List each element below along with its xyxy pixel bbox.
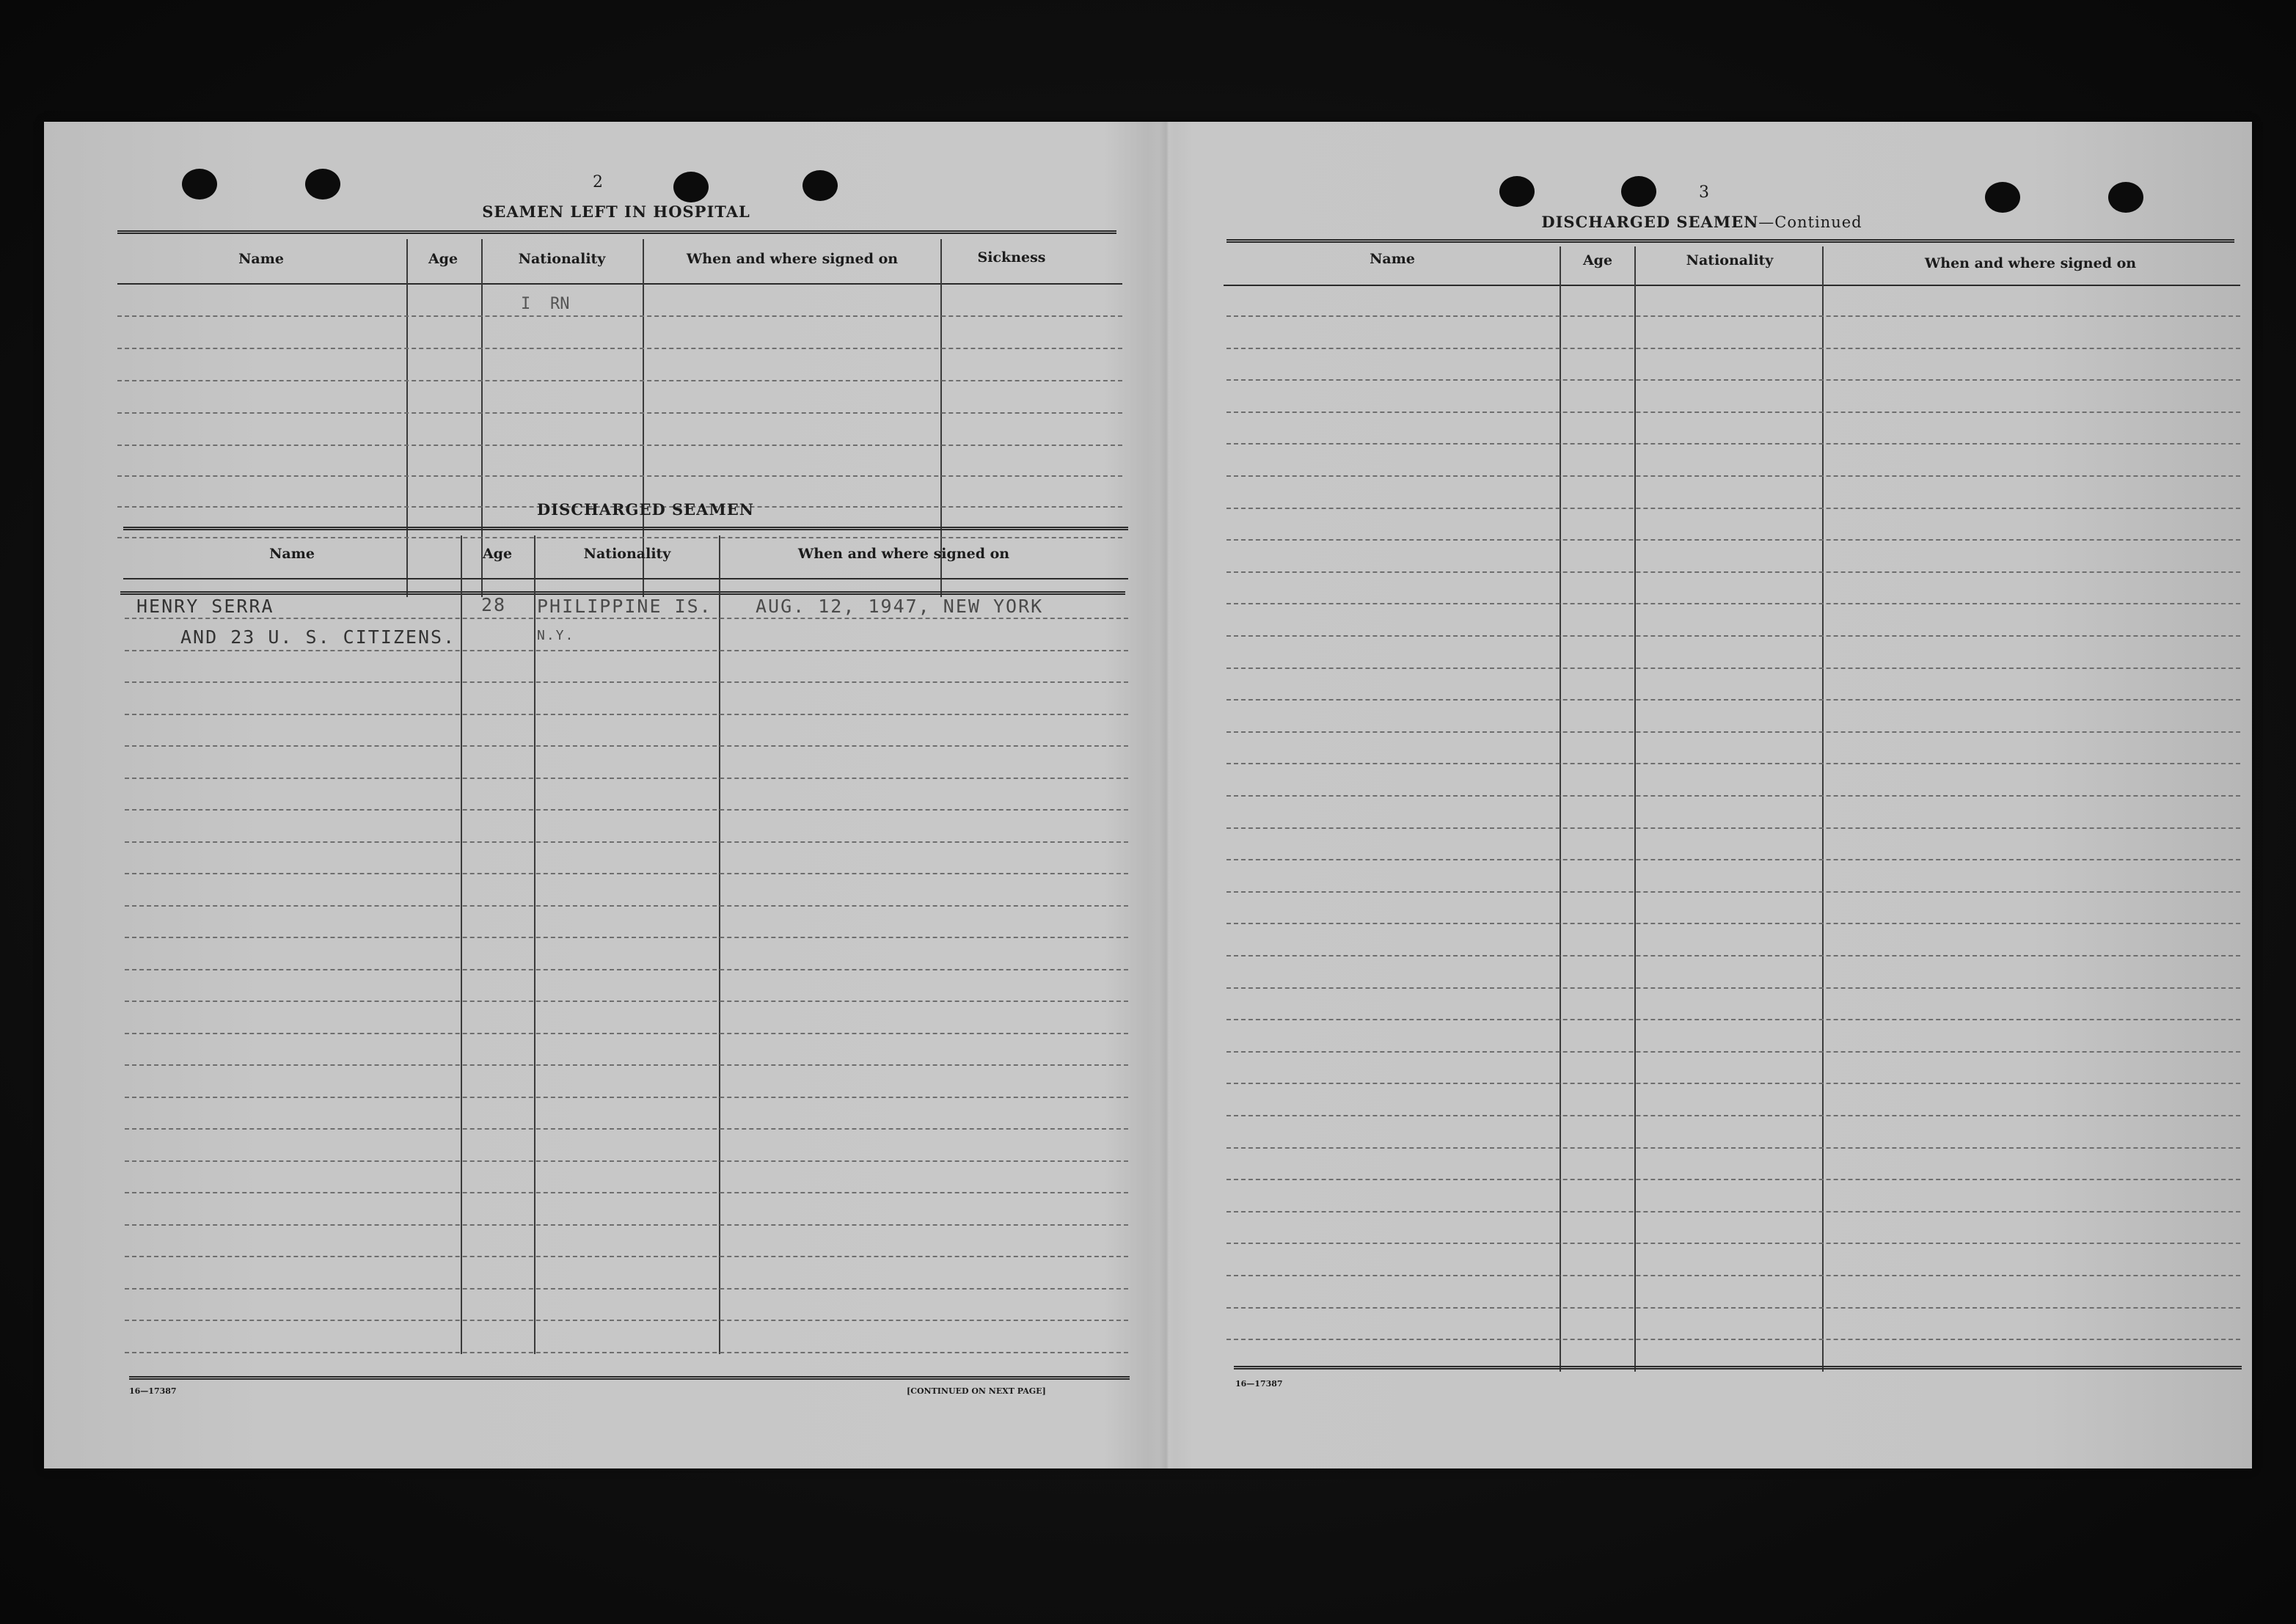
punch-hole xyxy=(305,169,340,200)
right-title-suffix: —Continued xyxy=(1758,213,1862,231)
table-row-line xyxy=(1226,923,2240,924)
hospital-row-line xyxy=(117,412,1122,414)
table-row-line xyxy=(1226,955,2240,957)
hospital-col-sickness: Sickness xyxy=(977,249,1046,266)
table-row-line xyxy=(125,937,1128,938)
table-row-line xyxy=(1226,1211,2240,1212)
table-row-line xyxy=(1226,1051,2240,1053)
table-row-line xyxy=(125,618,1128,619)
hospital-table-bottom-rule xyxy=(120,591,1125,595)
table-row-line xyxy=(125,873,1128,874)
entry-age: 28 xyxy=(481,594,507,615)
discharged-header-rule xyxy=(123,578,1128,579)
table-row-line xyxy=(125,681,1128,683)
hospital-row-line xyxy=(117,445,1122,446)
table-row-line xyxy=(125,969,1128,970)
right-table-bottom-rule xyxy=(1234,1366,2242,1369)
table-row-line xyxy=(1226,1275,2240,1276)
table-row-line xyxy=(1226,667,2240,669)
hospital-header-rule xyxy=(117,283,1122,285)
form-number-left: 16—17387 xyxy=(129,1386,177,1396)
entry-signed-on: AUG. 12, 1947, NEW YORK xyxy=(756,596,1044,617)
table-row-line xyxy=(1226,348,2240,349)
table-row-line xyxy=(1226,412,2240,413)
hospital-row-line xyxy=(117,537,1122,538)
right-section-title xyxy=(1511,213,1893,231)
table-row-line xyxy=(125,1320,1128,1321)
table-row-line xyxy=(125,841,1128,843)
entry-nationality: PHILIPPINE IS. xyxy=(537,596,712,617)
hospital-section-title: SEAMEN LEFT IN HOSPITAL xyxy=(482,202,750,221)
table-row-line xyxy=(1226,443,2240,445)
hospital-row-line xyxy=(117,380,1122,381)
right-col-divider xyxy=(1822,246,1824,1372)
table-row-line xyxy=(1226,1083,2240,1084)
table-row-line xyxy=(1226,859,2240,860)
table-row-line xyxy=(1226,539,2240,541)
table-row-line xyxy=(125,1128,1128,1130)
discharged-col-signed-on: When and where signed on xyxy=(797,546,1010,562)
table-row-line xyxy=(125,1224,1128,1226)
punch-hole xyxy=(673,172,709,202)
table-row-line xyxy=(125,650,1128,651)
right-header-rule xyxy=(1224,285,2240,286)
table-row-line xyxy=(125,1097,1128,1098)
discharged-col-nationality: Nationality xyxy=(583,546,671,562)
table-row-line xyxy=(1226,1115,2240,1116)
punch-hole xyxy=(1499,176,1535,207)
table-row-line xyxy=(1226,571,2240,573)
punch-hole xyxy=(1985,182,2020,213)
discharged-col-divider xyxy=(534,535,535,1354)
hospital-col-name: Name xyxy=(238,251,284,267)
table-row-line xyxy=(125,809,1128,811)
hospital-row-line xyxy=(117,315,1122,317)
punch-hole xyxy=(1621,176,1656,207)
table-row-line xyxy=(1226,699,2240,701)
table-row-line xyxy=(125,778,1128,779)
table-row-line xyxy=(125,714,1128,715)
entry-note-suffix: N.Y. xyxy=(537,628,575,643)
table-row-line xyxy=(125,905,1128,907)
hospital-col-divider xyxy=(643,239,644,597)
table-row-line xyxy=(1226,1147,2240,1149)
table-row-line xyxy=(125,1352,1128,1353)
table-row-line xyxy=(1226,795,2240,797)
punch-hole xyxy=(802,170,838,201)
right-title-main: DISCHARGED SEAMEN xyxy=(1541,213,1759,231)
hospital-mark: I xyxy=(521,295,531,313)
punch-hole xyxy=(2108,182,2143,213)
entry-name: HENRY SERRA xyxy=(136,596,274,617)
table-row-line xyxy=(1226,315,2240,317)
table-row-line xyxy=(1226,379,2240,381)
hospital-col-age: Age xyxy=(428,251,458,267)
table-row-line xyxy=(1226,1019,2240,1020)
right-col-nationality: Nationality xyxy=(1686,252,1774,268)
table-row-line xyxy=(1226,1243,2240,1244)
page-number-right: 3 xyxy=(1699,183,1709,202)
form-number-right: 16—17387 xyxy=(1235,1379,1283,1389)
table-row-line xyxy=(125,1160,1128,1162)
right-col-name: Name xyxy=(1370,251,1415,267)
hospital-col-divider xyxy=(940,239,942,597)
table-row-line xyxy=(125,1256,1128,1257)
hospital-table-top-rule xyxy=(117,230,1116,234)
continued-note: [CONTINUED ON NEXT PAGE] xyxy=(907,1386,1046,1396)
right-col-divider xyxy=(1560,246,1561,1372)
discharged-table-bottom-rule xyxy=(129,1376,1130,1380)
table-row-line xyxy=(1226,1307,2240,1309)
hospital-row-line xyxy=(117,348,1122,349)
table-row-line xyxy=(125,1064,1128,1066)
table-row-line xyxy=(1226,1179,2240,1180)
table-row-line xyxy=(125,745,1128,747)
table-row-line xyxy=(1226,763,2240,764)
table-row-line xyxy=(1226,508,2240,509)
hospital-col-divider xyxy=(481,239,483,597)
table-row-line xyxy=(1226,891,2240,893)
hospital-col-divider xyxy=(406,239,408,597)
entry-note: AND 23 U. S. CITIZENS. xyxy=(180,626,456,648)
form-sheet xyxy=(44,122,2252,1468)
table-row-line xyxy=(1226,731,2240,733)
right-col-divider xyxy=(1634,246,1636,1372)
table-row-line xyxy=(125,1033,1128,1034)
hospital-row-line xyxy=(117,475,1122,477)
hospital-col-signed-on: When and where signed on xyxy=(686,251,899,267)
discharged-col-divider xyxy=(461,535,462,1354)
discharged-col-age: Age xyxy=(482,546,513,562)
table-row-line xyxy=(125,1001,1128,1002)
table-row-line xyxy=(125,1192,1128,1193)
center-fold xyxy=(1159,122,1175,1468)
table-row-line xyxy=(1226,603,2240,604)
right-table-top-rule xyxy=(1226,239,2234,243)
discharged-col-name: Name xyxy=(269,546,315,562)
table-row-line xyxy=(1226,635,2240,637)
table-row-line xyxy=(1226,475,2240,477)
hospital-mark: RN xyxy=(550,295,570,313)
discharged-section-title: DISCHARGED SEAMEN xyxy=(537,500,754,519)
discharged-col-divider xyxy=(719,535,720,1354)
hospital-col-nationality: Nationality xyxy=(518,251,606,267)
table-row-line xyxy=(1226,987,2240,989)
table-row-line xyxy=(125,1288,1128,1290)
page-number-left: 2 xyxy=(593,173,603,191)
punch-hole xyxy=(182,169,217,200)
right-col-age: Age xyxy=(1582,252,1613,268)
table-row-line xyxy=(1226,827,2240,829)
right-col-signed-on: When and where signed on xyxy=(1924,255,2137,271)
discharged-table-top-rule xyxy=(123,527,1128,530)
table-row-line xyxy=(1226,1339,2240,1340)
